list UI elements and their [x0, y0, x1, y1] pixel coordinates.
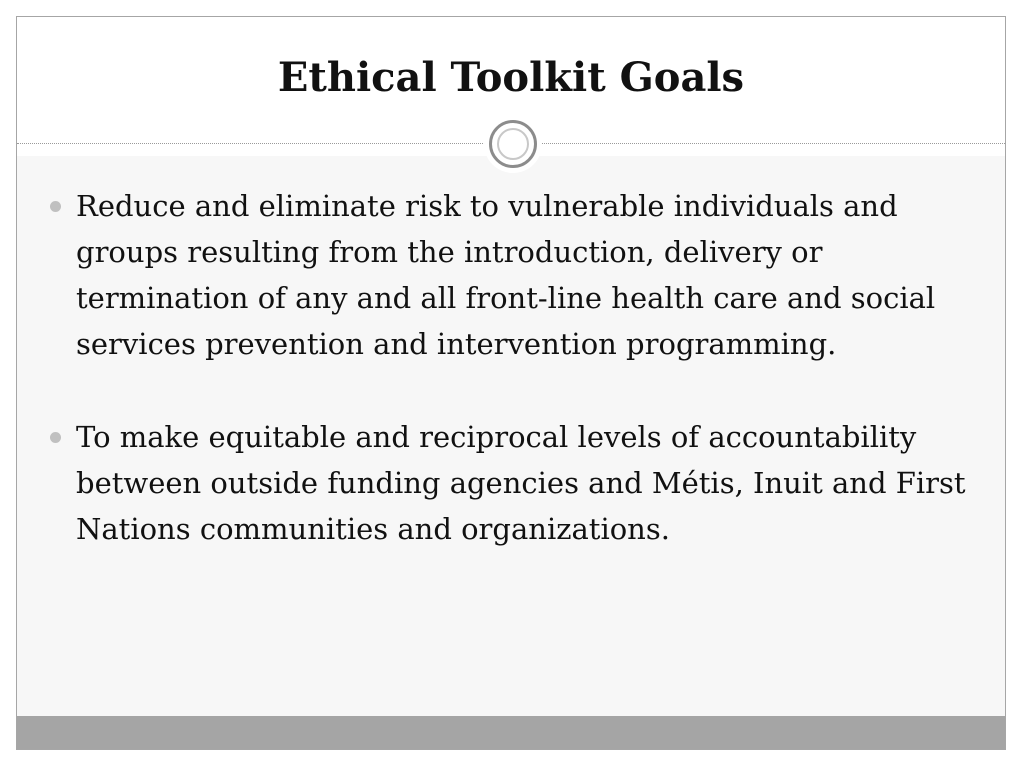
bullet-list	[45, 183, 975, 599]
ornament-inner-ring	[497, 128, 529, 160]
ornament-outer-ring	[489, 120, 537, 168]
bullet-item	[45, 414, 975, 552]
slide	[16, 16, 1006, 750]
bullet-text: To make equitable and reciprocal levels of accountability between outside funding agencies and Métis, Inuit and First Nations communities and organizations.	[76, 420, 966, 546]
bullet-dot-icon	[50, 432, 61, 443]
bottom-bar	[17, 716, 1005, 750]
slide-title: Ethical Toolkit Goals	[277, 54, 745, 101]
bullet-item	[45, 183, 975, 367]
bullet-text: Reduce and eliminate risk to vulnerable individuals and groups resulting from the introduction, delivery or termination of any and all front-line health care and social services prevention and intervention programming.	[76, 189, 936, 361]
circle-ornament-icon	[484, 115, 542, 173]
bullet-dot-icon	[50, 201, 61, 212]
